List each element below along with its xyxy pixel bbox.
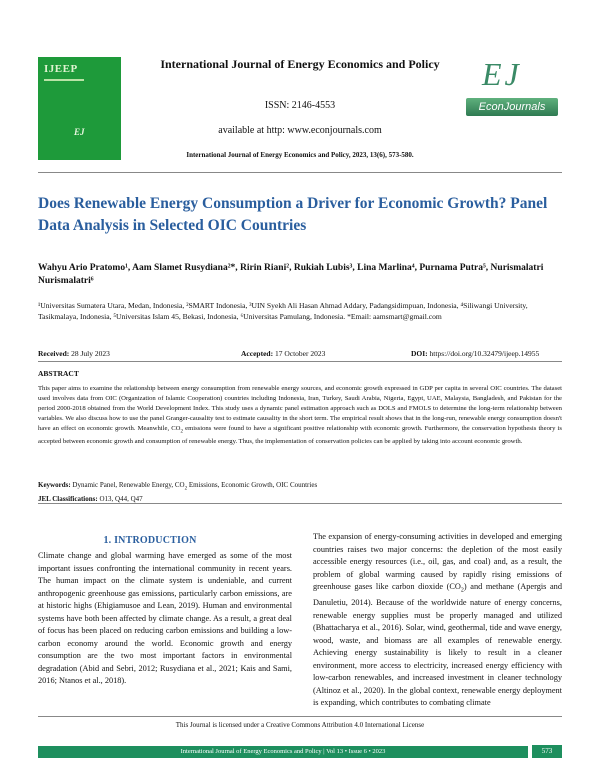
license-note: This Journal is licensed under a Creative Commons Attribution 4.0 International License [175, 721, 425, 729]
logo-name: EconJournals [466, 98, 558, 116]
abstract-rule-top [38, 361, 562, 362]
doi[interactable]: DOI: https://doi.org/10.32479/ijeep.14955 [411, 349, 540, 358]
cover-title: IJEEP [44, 63, 78, 75]
accepted-date: Accepted: 17 October 2023 [241, 349, 326, 358]
citation: International Journal of Energy Economics and Policy, 2023, 13(6), 573-580. [186, 151, 414, 159]
intro-column-left: Climate change and global warming have emerged as some of the most important issues confronting the international community in recent years. The human impact on the climate system is undeniable, and current anthropogenic greenhouse gas emissions, particularly carbon emissions, are at historic highs (Ehigiamusoe and Lean, 2019). Human and environmental systems have both been affected by climate change. As a result, a great deal of focus has been placed on reducing carbon emissions and building a low-carbon economy around the world. Economic growth and energy consumption are the two most important factors in environmental degradation (Abid and Sebri, 2012; Rusydiana et al., 2021; Kais and Sami, 2016; Ntanos et al., 2018). [38, 551, 292, 685]
cover-rule [44, 79, 84, 81]
journal-title: International Journal of Energy Economics and Policy [160, 57, 440, 71]
footer-bar: International Journal of Energy Economics and Policy | Vol 13 • Issue 6 • 2023 [38, 746, 528, 758]
logo-ej: EJ [482, 56, 522, 92]
keywords: Keywords: Dynamic Panel, Renewable Energy, $CO_2$ Emissions, Economic Growth, OIC Countries JEL Classifications: O13, Q44, Q47 [38, 481, 318, 504]
journal-cover [38, 57, 121, 160]
page-number: 573 [532, 745, 562, 758]
received-date: Received: 28 July 2023 [38, 349, 110, 358]
footer-rule [38, 716, 562, 717]
section-heading: 1. INTRODUCTION [103, 535, 197, 546]
available-at[interactable]: available at http: www.econjournals.com [218, 125, 382, 136]
authors: Wahyu Ario Pratomo¹, Aam Slamet Rusydiana²*, Ririn Riani², Rukiah Lubis³, Lina Marlina⁴, Purnama Putra⁵, Nurismalatri Nurismalatri⁶ [38, 263, 544, 286]
article-title: Does Renewable Energy Consumption a Driver for Economic Growth? Panel Data Analysis in Selected OIC Countries [38, 195, 548, 234]
header-divider [38, 172, 562, 173]
econjournals-logo [462, 56, 562, 122]
abstract-rule-bottom [38, 503, 562, 504]
abstract-heading: ABSTRACT [38, 369, 79, 378]
abstract-text: This paper aims to examine the relationship between energy consumption from renewable energy sources, and economic growth expressed in GDP per capita in several OIC countries. The dataset used involves data from OIC (Organization of Islamic Cooperation) countries including Indonesia, Iran, Turkey, Saudi Arabia, Nigeria, Egypt, UAE, Malaysia, Bangladesh, and Pakistan for the period 2000-2018 obtained from the World Development Index. This study uses a dynamic panel estimation approach such as DOLS and FMOLS to determine the long-term relationship between variables. We also discuss how to use the panel Granger-causality test to estimate causality in the short term. The empirical result shows that in the long-run, renewable energy consumption doesn't have an effect on economic growth. Meanwhile, $CO_2$ emissions were found to have a significant positive relationship with economic growth. Furthermore, the conservation hypothesis theory is accepted between economic growth and consumption of renewable energy. Thus, the implementation of conservation policies can be applied by taking into account economic growth. [38, 385, 562, 446]
cover-ej: EJ [74, 127, 85, 137]
affiliations: ¹Universitas Sumatera Utara, Medan, Indonesia, ²SMART Indonesia, ³UIN Syekh Ali Hasan Ahmad Addary, Padangsidimpuan, Indonesia, ⁴Siliwangi University, Tasikmalaya, Indonesia, ⁵Universitas Islam 45, Bekasi, Indonesia, ⁶Universitas Pamulang, Indonesia. *Email: aamsmart@gmail.com [38, 301, 528, 321]
issn: ISSN: 2146-4553 [264, 100, 336, 111]
intro-column-right: The expansion of energy-consuming activities in developed and emerging countries raises two major concerns: the depletion of the most easily accessible energy resources (i.e., oil, gas, and coal) and, as a result, the problem of global warming caused by rapidly rising emissions of greenhouse gases like carbon dioxide $(CO_2)$ and methane (Apergis and Danuletiu, 2014). Because of the worldwide nature of energy concerns, renewable energy supplies must be properly managed and utilized (Bhattacharya et al., 2016). Solar, wind, geothermal, tide and wave energy, wood, waste, and biomass are all examples of renewable energy. Achieving energy sustainability is likely to result in a cleaner environment, more access to electricity, increased energy efficiency with low-carbon renewables, and increased investment in cleaner technology (Altinoz et al., 2020). In the global context, renewable energy deployment is expanding, which contributes to combating climate [313, 532, 562, 708]
